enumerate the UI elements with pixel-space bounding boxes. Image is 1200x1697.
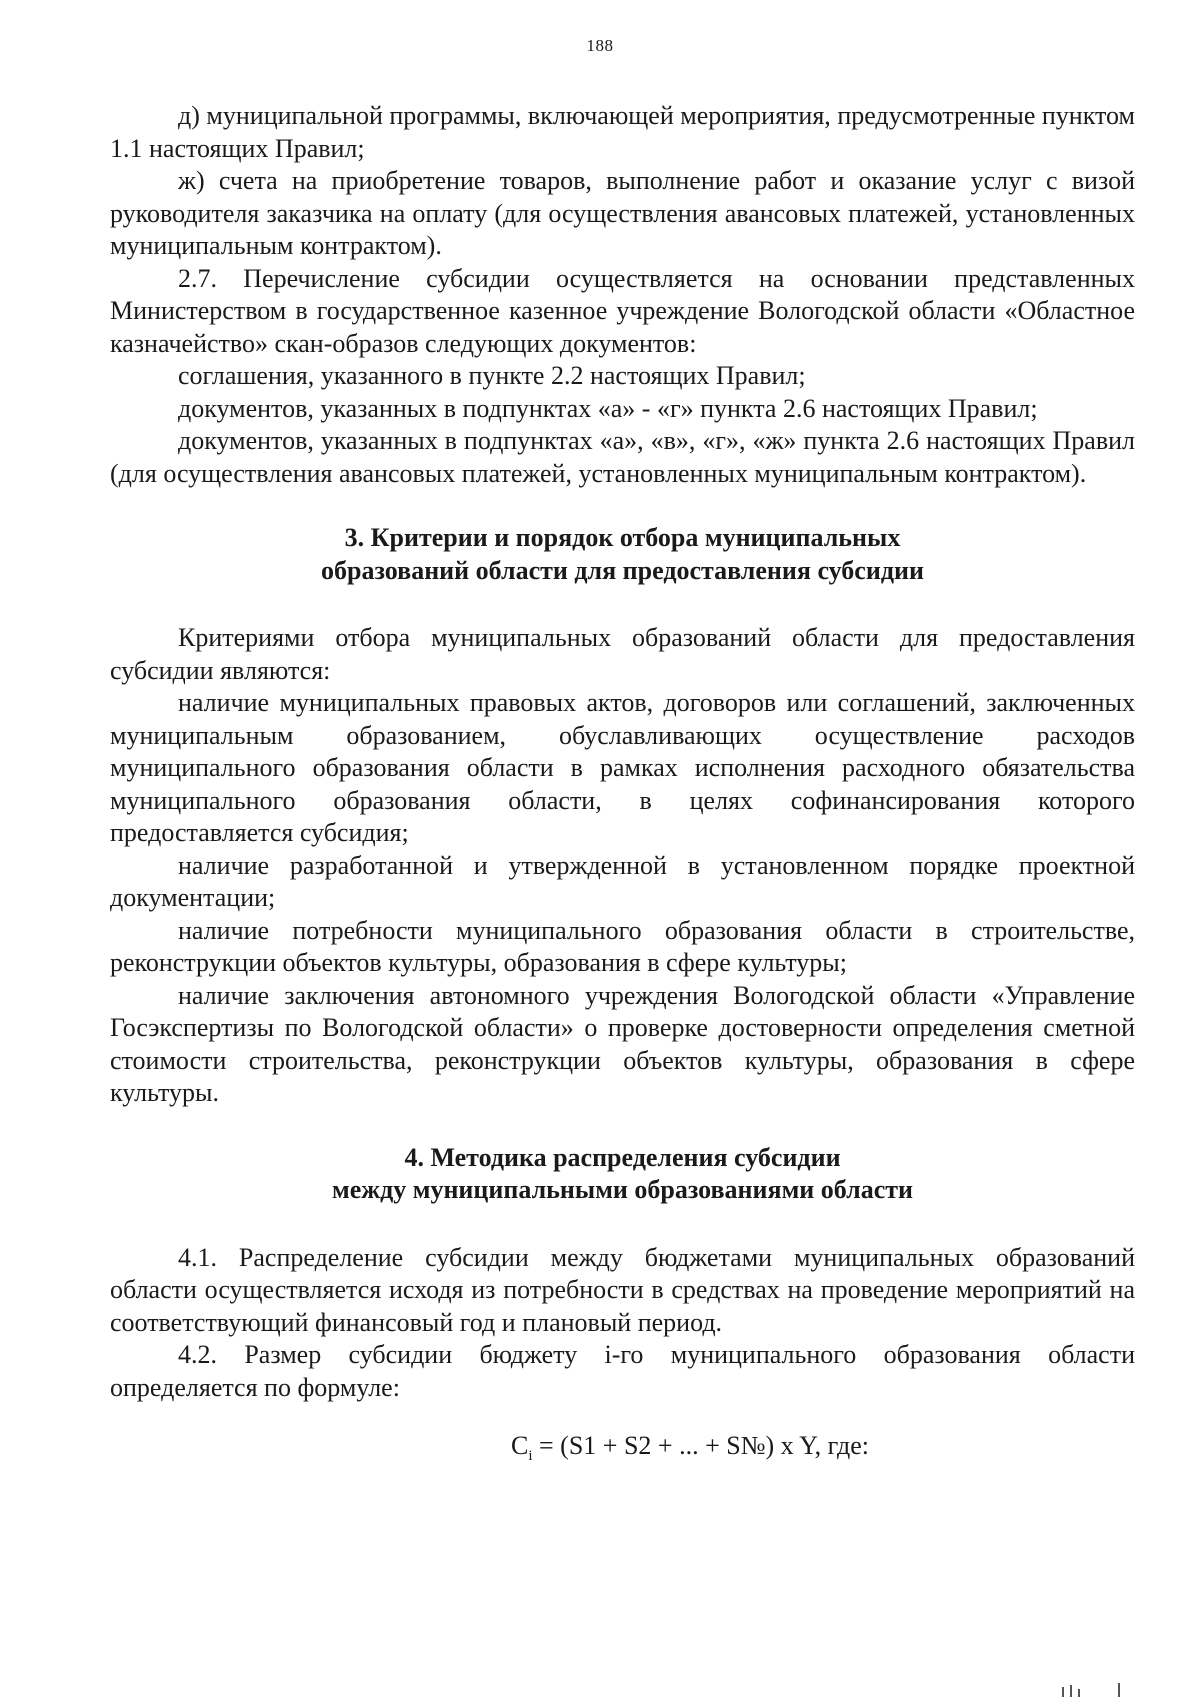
paragraph-d: д) муниципальной программы, включающей мероприятия, предусмотренные пунктом 1.1 настоящих Правил; — [110, 101, 1135, 163]
paragraph-4-1: 4.1. Распределение субсидии между бюджетами муниципальных образований области осуществляется исходя из потребности в средствах на проведение мероприятий на соответствующий финансовый год и плановый период. — [110, 1242, 1135, 1337]
section-3-heading — [110, 522, 1135, 587]
section-3-title-line2: образований области для предоставления субсидии — [321, 555, 924, 585]
scan-mark — [1070, 1685, 1072, 1697]
page-number: 188 — [586, 36, 614, 55]
document-body — [110, 100, 1135, 1473]
paragraph-criteria-intro: Критериями отбора муниципальных образований области для предоставления субсидии являются: — [110, 623, 1135, 685]
paragraph-documents-a-g: документов, указанных в подпунктах «а» - «г» пункта 2.6 настоящих Правил; — [178, 393, 1038, 423]
paragraph-zh: ж) счета на приобретение товаров, выполнение работ и оказание услуг с визой руководителя заказчика на оплату (для осуществления авансовых платежей, установленных муниципальным контрактом). — [110, 166, 1135, 260]
scan-mark — [1118, 1683, 1120, 1697]
section-4-title-line1: 4. Методика распределения субсидии — [404, 1142, 841, 1172]
formula-lhs-subscript: i — [528, 1448, 533, 1465]
scan-mark — [1078, 1689, 1080, 1697]
paragraph-criteria-design-docs: наличие разработанной и утвержденной в установленном порядке проектной документации; — [110, 850, 1135, 912]
section-4-heading — [110, 1142, 1135, 1207]
paragraph-4-2: 4.2. Размер субсидии бюджету i-го муниципального образования области определяется по формуле: — [110, 1340, 1135, 1402]
paragraph-documents-advance: документов, указанных в подпунктах «а», «в», «г», «ж» пункта 2.6 настоящих Правил (для осуществления авансовых платежей, установленных муниципальным контрактом). — [110, 426, 1135, 488]
paragraph-criteria-expertise: наличие заключения автономного учреждения Вологодской области «Управление Госэкспертизы по Вологодской области» о проверке достоверности определения сметной стоимости строительства, реконструкции объектов культуры, образования в сфере культуры. — [110, 980, 1135, 1107]
section-3-title-line1: 3. Критерии и порядок отбора муниципальных — [344, 523, 901, 552]
paragraph-2-7: 2.7. Перечисление субсидии осуществляется на основании представленных Министерством в государственное казенное учреждение Вологодской области «Областное казначейство» скан-образов следующих документов: — [110, 263, 1135, 358]
paragraph-criteria-acts: наличие муниципальных правовых актов, договоров или соглашений, заключенных муниципальным образованием, обуславливающих осуществление расходов муниципального образования области в рамках исполнения расходного обязательства муниципального образования области, в целях софинансирования которого предоставляется субсидия; — [110, 688, 1135, 847]
section-4-title-line2: между муниципальными образованиями области — [331, 1175, 913, 1204]
paragraph-agreement: соглашения, указанного в пункте 2.2 настоящих Правил; — [178, 361, 806, 390]
formula-lhs: C — [511, 1431, 529, 1460]
formula-rhs: = (S1 + S2 + ... + S№) x Y, где: — [532, 1431, 869, 1460]
subsidy-formula — [110, 1430, 1135, 1473]
scan-edge-marks — [1058, 1683, 1128, 1697]
paragraph-criteria-need: наличие потребности муниципального образования области в строительстве, реконструкции объектов культуры, образования в сфере культуры; — [110, 915, 1135, 977]
scan-mark — [1062, 1687, 1064, 1697]
